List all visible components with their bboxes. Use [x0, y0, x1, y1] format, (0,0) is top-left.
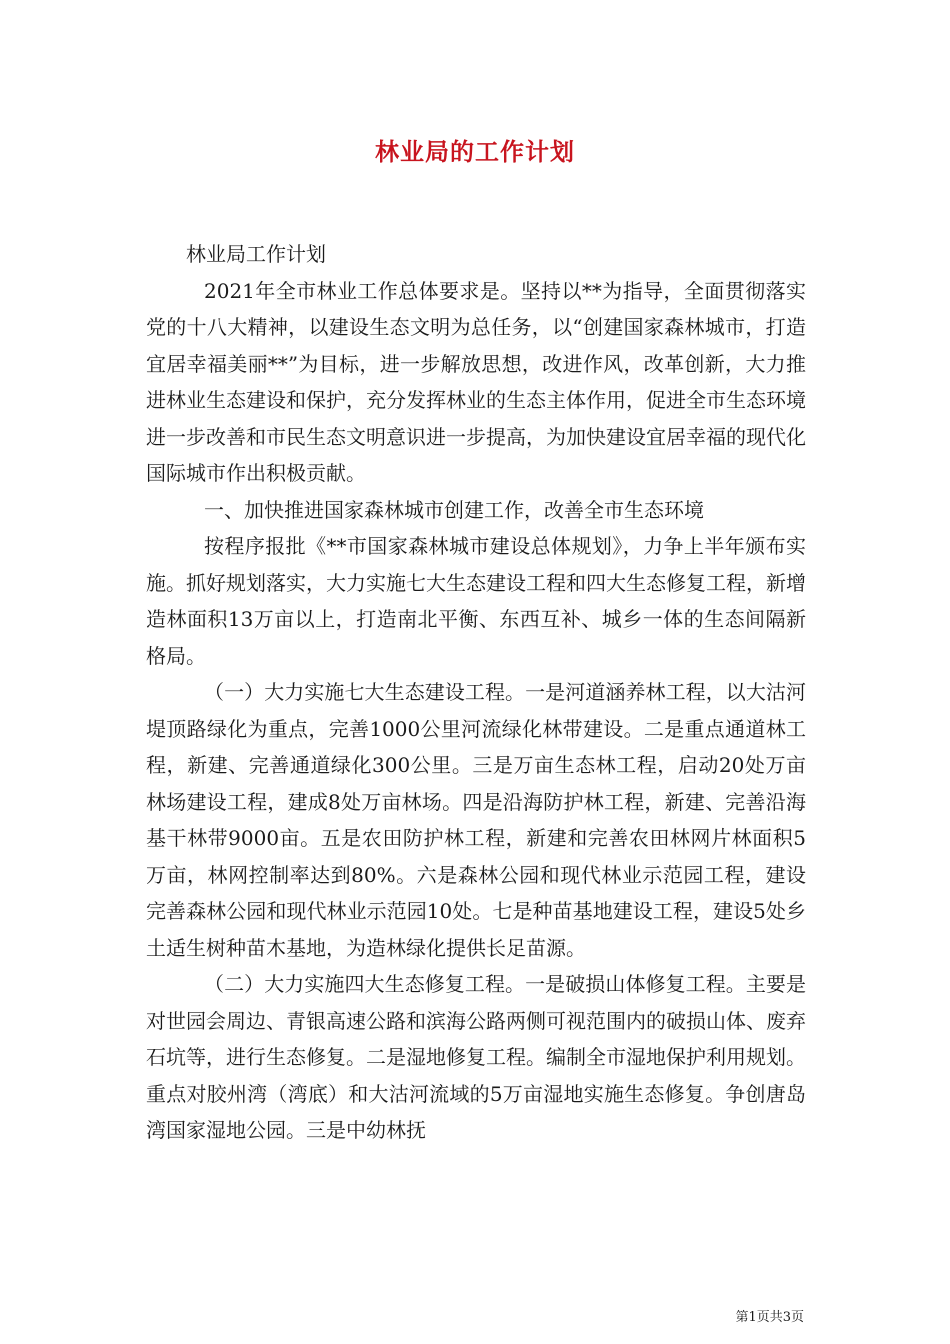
paragraph-overview: 2021年全市林业工作总体要求是。坚持以**为指导，全面贯彻落实党的十八大精神，以建设生态文明为总任务，以“创建国家森林城市，打造宜居幸福美丽**”为目标，进一步解放思想，改进作风，改革创新，大力推进林业生态建设和保护，充分发挥林业的生态主体作用，促进全市生态环境进一步改善和市民生态文明意识进一步提高，为加快建设宜居幸福的现代化国际城市作出积极贡献。	[146, 278, 806, 485]
document-body	[146, 236, 806, 1149]
document-title: 林业局的工作计划	[375, 137, 575, 166]
paragraph-section-1: 按程序报批《**市国家森林城市建设总体规划》，力争上半年颁布实施。抓好规划落实，大力实施七大生态建设工程和四大生态修复工程，新增造林面积13万亩以上，打造南北平衡、东西互补、城乡一体的生态间隔新格局。	[146, 534, 806, 668]
paragraph-subsection-1: （一）大力实施七大生态建设工程。一是河道涵养林工程，以大沽河堤顶路绿化为重点，完善1000公里河流绿化林带建设。二是重点通道林工程，新建、完善通道绿化300公里。三是万亩生态林工程，启动20处万亩林场建设工程，建成8处万亩林场。四是沿海防护林工程，新建、完善沿海基干林带9000亩。五是农田防护林工程，新建和完善农田林网片林面积5万亩，林网控制率达到80%。六是森林公园和现代林业示范园工程，建设完善森林公园和现代林业示范园10处。七是种苗基地建设工程，建设5处乡土适生树种苗木基地，为造林绿化提供长足苗源。	[146, 680, 806, 960]
section-heading-1: 一、加快推进国家森林城市创建工作，改善全市生态环境	[204, 497, 704, 522]
page-number-footer: 第1页共3页	[735, 1310, 804, 1325]
document-subheading: 林业局工作计划	[186, 242, 326, 266]
paragraph-subsection-2: （二）大力实施四大生态修复工程。一是破损山体修复工程。主要是对世园会周边、青银高速公路和滨海公路两侧可视范围内的破损山体、废弃石坑等，进行生态修复。二是湿地修复工程。编制全市湿地保护利用规划。重点对胶州湾（湾底）和大沽河流域的5万亩湿地实施生态修复。争创唐岛湾国家湿地公园。三是中幼林抚	[146, 972, 806, 1142]
